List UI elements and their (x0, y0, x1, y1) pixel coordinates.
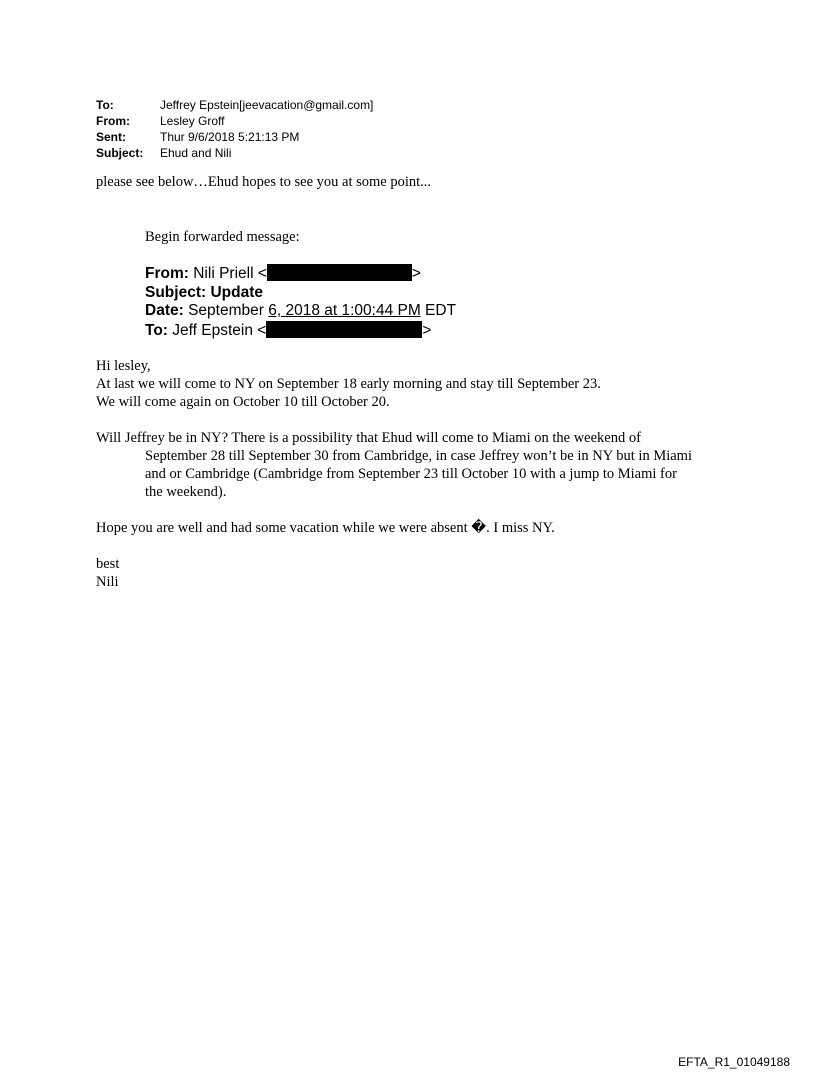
subject-label: Subject: (96, 146, 144, 160)
redaction-box (267, 264, 412, 281)
forwarded-header (145, 264, 456, 340)
body-paragraph-2: Will Jeffrey be in NY? There is a possibility that Ehud will come to Miami on the weekend of September 28 till September 30 from Cambridge, in case Jeffrey won’t be in NY but in Miami and or Cambridge (Cambridge from September 23 till October 10 with a jump to Miami for the weekend). (96, 430, 692, 500)
greeting: Hi lesley, (96, 358, 151, 374)
header-to-row (96, 97, 373, 113)
fwd-date-value-b: 6, 2018 at 1:00:44 PM (268, 302, 421, 319)
fwd-from-name: Nili Priell < (193, 265, 267, 282)
forwarded-begin: Begin forwarded message: (145, 229, 300, 245)
signoff: best (96, 556, 120, 572)
body-paragraph-1 (96, 357, 696, 411)
fwd-to-label: To: (145, 321, 168, 339)
redaction-box (266, 321, 422, 338)
body-line-2: We will come again on October 10 till October 20. (96, 394, 390, 410)
fwd-date-value-a: September (188, 302, 269, 319)
header-subject-row (96, 145, 373, 161)
body-line-1: At last we will come to NY on September 18 early morning and stay till September 23. (96, 376, 601, 392)
body-paragraph-3: Hope you are well and had some vacation while we were absent �. I miss NY. (96, 520, 555, 536)
fwd-date-value-c: EDT (420, 302, 457, 319)
header-sent-row (96, 129, 373, 145)
fwd-subject-label: Subject: (145, 283, 207, 301)
intro-text: please see below…Ehud hopes to see you at some point... (96, 174, 432, 190)
email-header (96, 97, 373, 161)
forwarded-date-row (145, 302, 456, 321)
signature-block (96, 555, 696, 591)
forwarded-from-row (145, 264, 456, 284)
from-label: From: (96, 114, 130, 128)
fwd-subject-value: Update (210, 283, 264, 301)
document-id: EFTA_R1_01049188 (678, 1055, 790, 1069)
fwd-date-label: Date: (145, 302, 184, 319)
to-value: Jeffrey Epstein[jeevacation@gmail.com] (160, 98, 374, 112)
message-body (96, 357, 696, 609)
fwd-to-close: > (422, 321, 432, 339)
from-value: Lesley Groff (160, 114, 225, 128)
sent-value: Thur 9/6/2018 5:21:13 PM (160, 130, 300, 144)
fwd-from-close: > (411, 265, 421, 282)
subject-value: Ehud and Nili (160, 146, 232, 160)
forwarded-subject-row (145, 284, 456, 303)
forwarded-to-row (145, 321, 456, 341)
sent-label: Sent: (96, 130, 126, 144)
signature: Nili (96, 574, 119, 590)
fwd-from-label: From: (145, 265, 189, 282)
header-from-row (96, 113, 373, 129)
to-label: To: (96, 98, 114, 112)
fwd-to-name: Jeff Epstein < (172, 321, 267, 339)
